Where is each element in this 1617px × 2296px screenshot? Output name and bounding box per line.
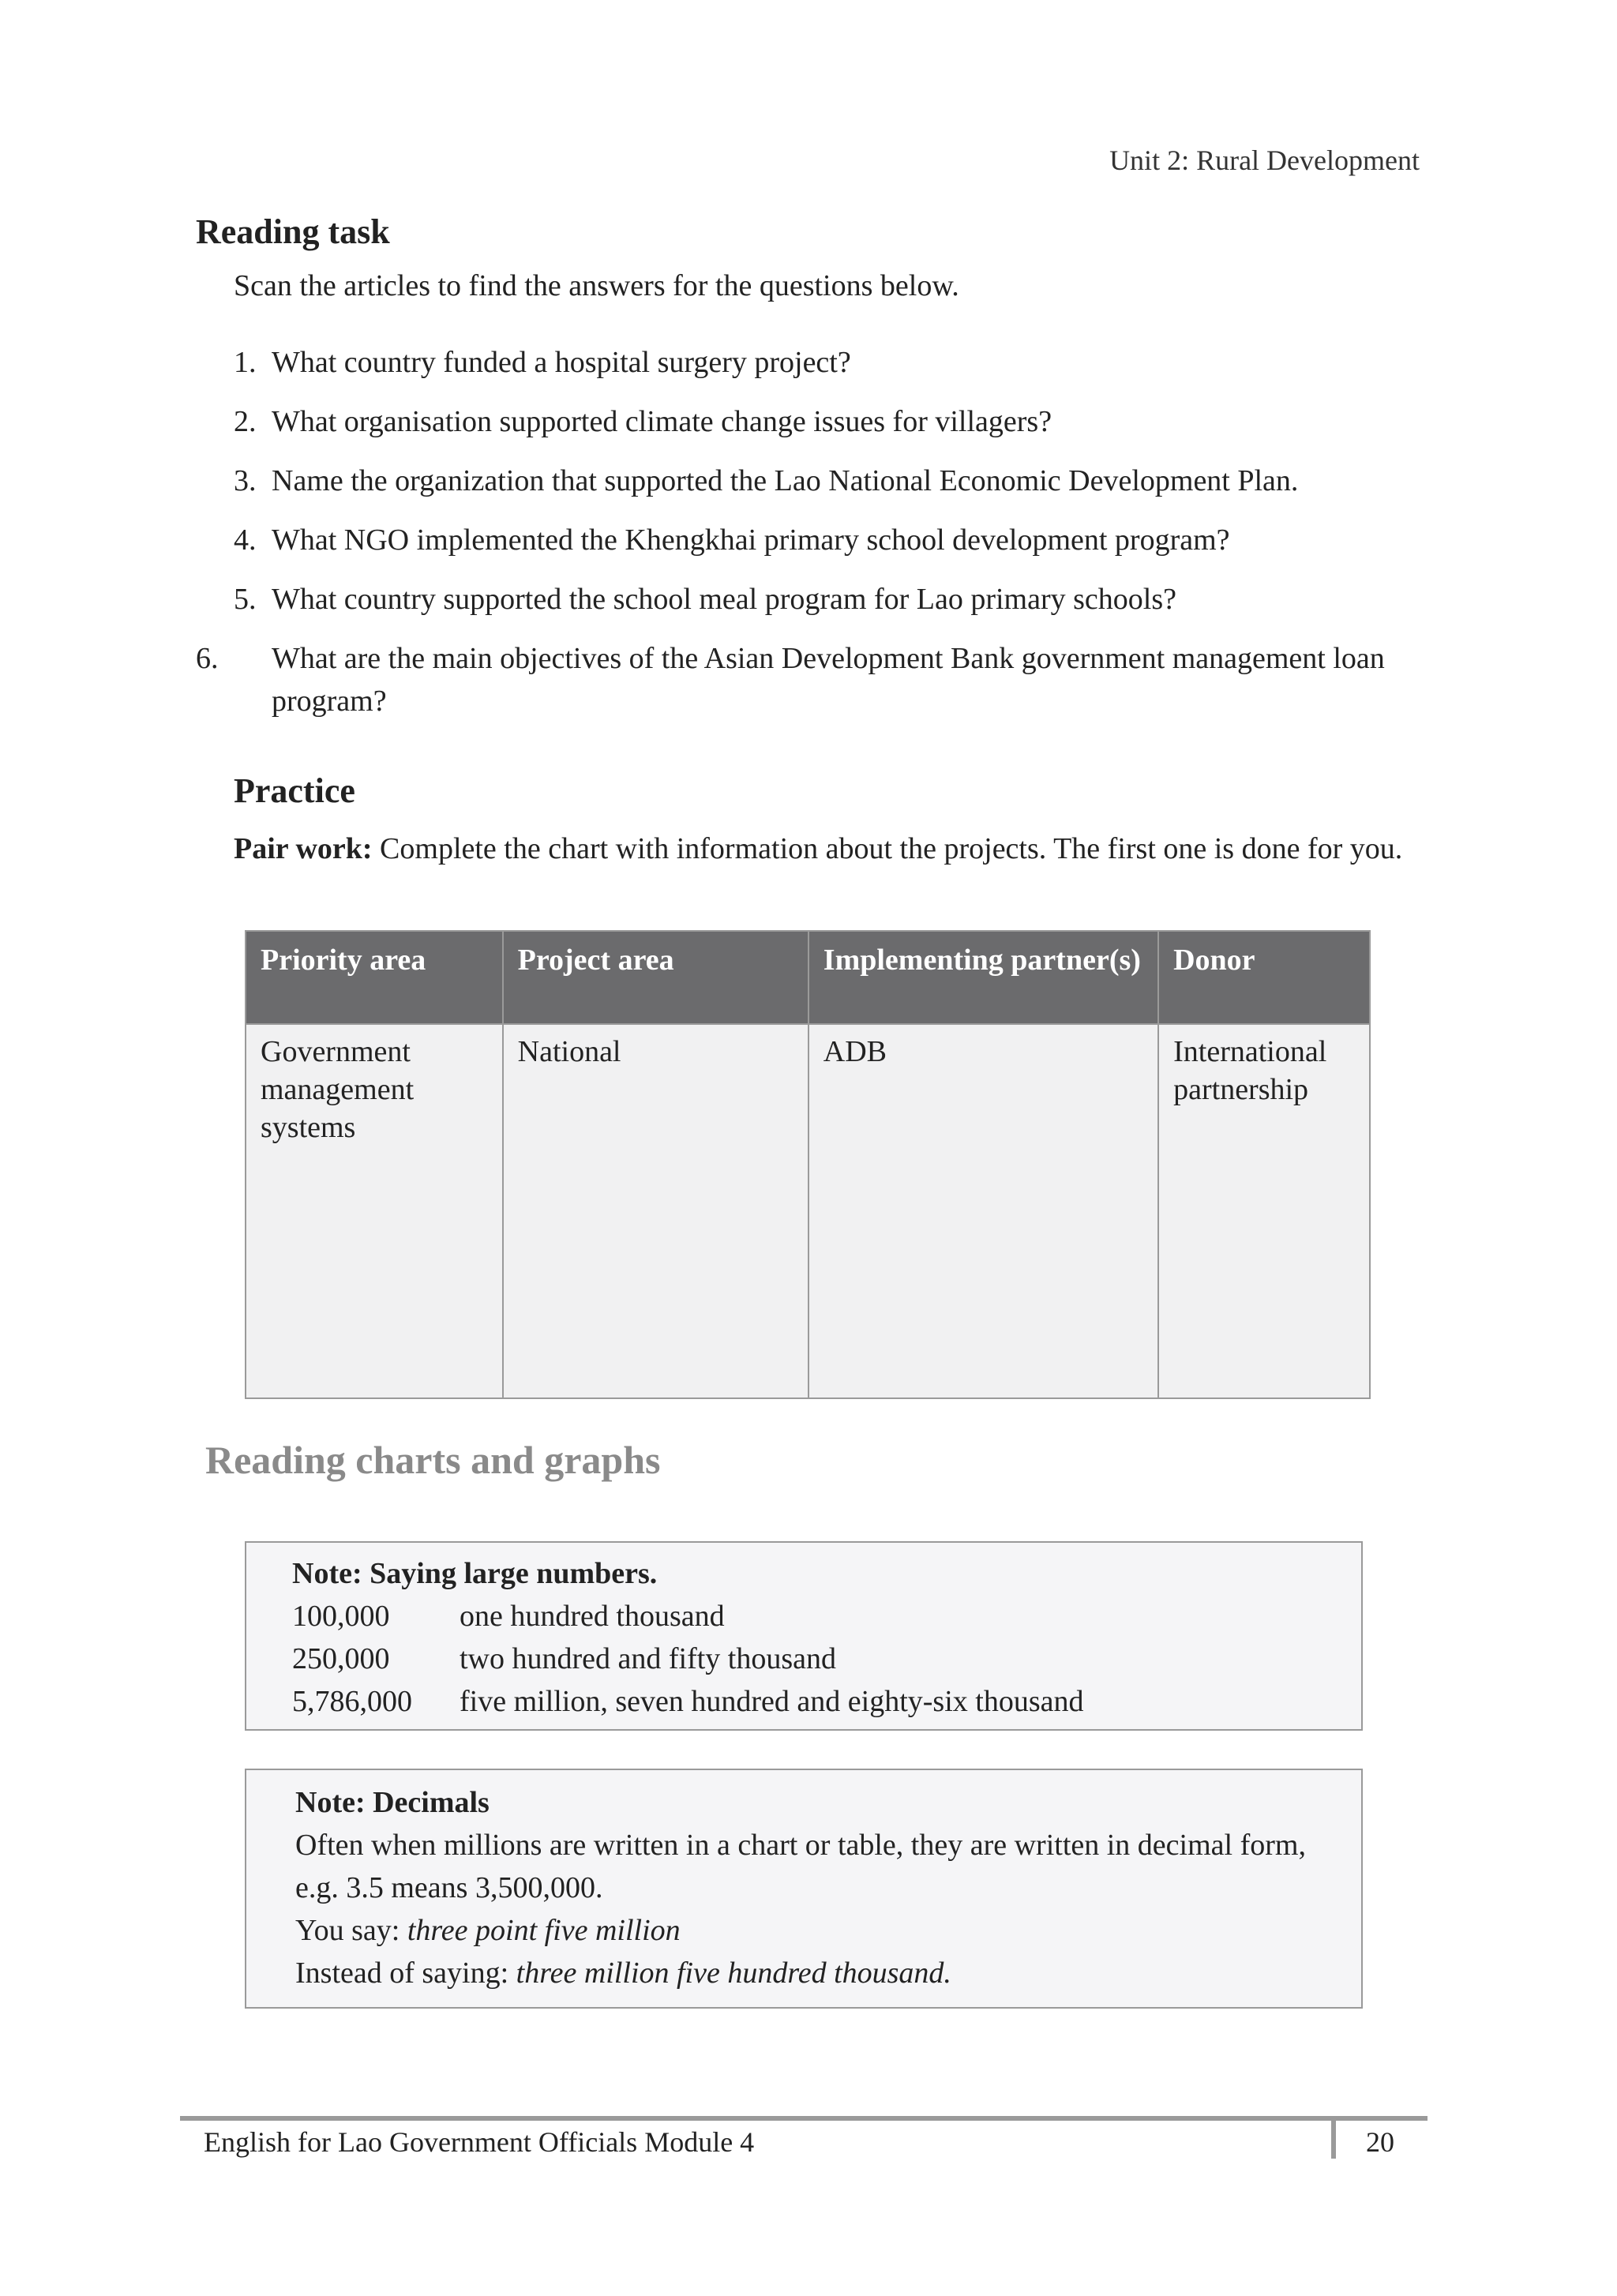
reading-charts-heading: Reading charts and graphs	[205, 1438, 661, 1482]
note-large-numbers-title: Note: Saying large numbers.	[292, 1557, 658, 1590]
footer-book-title: English for Lao Government Officials Module 4	[204, 2126, 755, 2158]
page-number: 20	[1366, 2126, 1394, 2158]
question-text: What organisation supported climate change issues for villagers?	[272, 405, 1052, 438]
question-5	[234, 578, 1421, 621]
reading-task-instruction: Scan the articles to find the answers for the questions below.	[234, 269, 959, 302]
practice-heading: Practice	[234, 771, 355, 810]
question-6	[196, 637, 1459, 722]
footer-rule	[180, 2116, 1428, 2121]
running-head: Unit 2: Rural Development	[1109, 144, 1420, 176]
question-text: What country funded a hospital surgery project?	[272, 346, 851, 379]
number-row	[292, 1680, 1315, 1723]
question-3	[234, 460, 1421, 502]
column-header-project-area: Project area	[503, 931, 808, 1024]
table-header-row	[246, 931, 1370, 1024]
instead-label: Instead of saying:	[295, 1956, 516, 1990]
number-value: 5,786,000	[292, 1685, 412, 1718]
note-decimals-instead-line	[295, 1952, 1312, 1994]
say-example: three point five million	[407, 1914, 681, 1947]
number-words: five million, seven hundred and eighty-six thousand	[460, 1685, 1084, 1718]
number-value: 100,000	[292, 1600, 390, 1633]
table-row	[246, 1024, 1370, 1398]
question-text: Name the organization that supported the Lao National Economic Development Plan.	[272, 464, 1299, 497]
question-text: What NGO implemented the Khengkhai primary school development program?	[272, 523, 1230, 557]
number-row	[292, 1638, 1315, 1680]
question-number: 6.	[196, 642, 219, 675]
cell-donor: International partnership	[1158, 1024, 1370, 1398]
instead-example: three million five hundred thousand.	[516, 1956, 951, 1990]
cell-priority-area: Government management systems	[246, 1024, 503, 1398]
cell-project-area: National	[503, 1024, 808, 1398]
column-header-implementing-partners: Implementing partner(s)	[808, 931, 1158, 1024]
pair-work-text: Complete the chart with information about the projects. The first one is done for you.	[372, 832, 1403, 865]
footer-divider	[1331, 2121, 1336, 2159]
question-2	[234, 400, 1421, 443]
note-decimals-box	[245, 1769, 1363, 2009]
question-text: What are the main objectives of the Asian Development Bank government management loan program?	[272, 642, 1385, 718]
note-decimals-explanation: Often when millions are written in a chart or table, they are written in decimal form, e.g. 3.5 means 3,500,000.	[295, 1829, 1306, 1904]
pair-work-label: Pair work:	[234, 832, 373, 865]
cell-implementing-partner: ADB	[808, 1024, 1158, 1398]
pair-work-instruction	[234, 827, 1421, 870]
reading-task-heading: Reading task	[196, 212, 390, 251]
note-decimals-say-line	[295, 1909, 1312, 1952]
column-header-priority-area: Priority area	[246, 931, 503, 1024]
note-decimals-title: Note: Decimals	[295, 1786, 490, 1819]
question-number: 5.	[234, 583, 257, 616]
number-words: one hundred thousand	[460, 1600, 725, 1633]
project-chart-table	[245, 930, 1371, 1399]
question-4	[234, 519, 1421, 561]
question-1	[234, 341, 1421, 384]
question-text: What country supported the school meal program for Lao primary schools?	[272, 583, 1176, 616]
question-number: 2.	[234, 405, 257, 438]
note-large-numbers-box	[245, 1541, 1363, 1731]
number-value: 250,000	[292, 1642, 390, 1675]
column-header-donor: Donor	[1158, 931, 1370, 1024]
number-words: two hundred and fifty thousand	[460, 1642, 837, 1675]
number-row	[292, 1595, 1315, 1638]
question-number: 1.	[234, 346, 257, 379]
question-number: 4.	[234, 523, 257, 557]
question-number: 3.	[234, 464, 257, 497]
say-label: You say:	[295, 1914, 407, 1947]
